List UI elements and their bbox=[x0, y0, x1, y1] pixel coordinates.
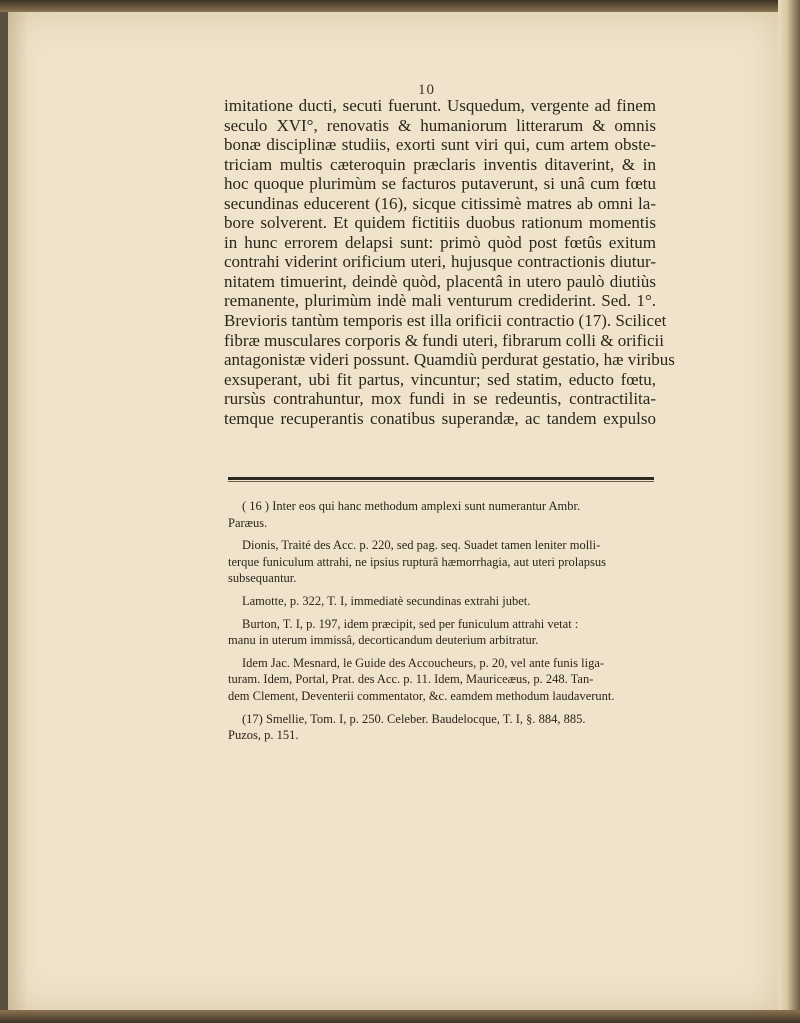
book-edge-top bbox=[0, 0, 800, 12]
footnote-line: Idem Jac. Mesnard, le Guide des Accoucheurs, p. 20, vel ante funis liga- bbox=[242, 655, 605, 670]
text-line: Brevioris tantùm temporis est illa orificii contractio (17). Scilicet bbox=[224, 311, 667, 331]
book-edge-bottom bbox=[0, 1010, 800, 1023]
text-line: bonæ disciplinæ studiis, exorti sunt viri qui, cum artem obste- bbox=[224, 135, 656, 155]
text-line: remanente, plurimùm indè mali venturum crediderint. Sed. 1°. bbox=[224, 291, 656, 311]
footnote-separator-rule bbox=[228, 477, 654, 480]
text-line: contrahi viderint orificium uteri, hujusque contractionis diutur- bbox=[224, 252, 656, 272]
text-line: antagonistæ videri possunt. Quamdiù perdurat gestatio, hæ viribus bbox=[224, 350, 675, 370]
footnote-line: (17) Smellie, Tom. I, p. 250. Celeber. Baudelocque, T. I, §. 884, 885. bbox=[242, 711, 586, 726]
text-line: hoc quoque plurimùm se facturos putaverunt, si unâ cum fœtu bbox=[224, 174, 656, 194]
footnote bbox=[228, 498, 656, 531]
footnote bbox=[228, 711, 656, 744]
text-line: nitatem timuerint, deindè quòd, placentâ in utero paulò diutiùs bbox=[224, 271, 656, 291]
footnote-line: ( 16 ) Inter eos qui hanc methodum amplexi sunt numerantur Ambr. bbox=[242, 499, 581, 513]
text-line: seculo XVI°, renovatis & humaniorum litterarum & omnis bbox=[224, 115, 656, 135]
binding-shade bbox=[8, 12, 28, 1012]
book-edge-right bbox=[778, 0, 800, 1023]
footnote-line: Paræus. bbox=[228, 515, 268, 530]
text-line: temque recuperantis conatibus superandæ, ac tandem expulso bbox=[224, 408, 656, 428]
text-line: rursùs contrahuntur, mox fundi in se redeuntis, contractilita- bbox=[224, 389, 656, 409]
text-line: exsuperant, ubi fit partus, vincuntur; sed statim, educto fœtu, bbox=[224, 369, 656, 389]
footnote-line: manu in uterum immissâ, decorticandum deuterium arbitratur. bbox=[228, 633, 539, 648]
page-number: 10 bbox=[418, 82, 435, 98]
footnote-line: Puzos, p. 151. bbox=[228, 728, 299, 743]
footnote-line: dem Clement, Deventerii commentator, &c. eamdem methodum laudaverunt. bbox=[228, 688, 615, 703]
footnote-line: Lamotte, p. 322, T. I, immediatè secundinas extrahi jubet. bbox=[242, 593, 531, 608]
main-text-block bbox=[224, 96, 675, 428]
text-line: secundinas educerent (16), sicque citissimè matres ab omni la- bbox=[224, 193, 656, 213]
footnotes-block bbox=[228, 498, 656, 750]
footnote-line: terque funiculum attrahi, ne ipsius rupturâ hæmorrhagia, aut uteri prolapsus bbox=[228, 554, 607, 569]
footnote bbox=[228, 537, 656, 587]
text-line: imitatione ducti, secuti fuerunt. Usquedum, vergente ad finem bbox=[224, 96, 656, 115]
footnote bbox=[228, 593, 656, 610]
text-line: triciam multis cæteroquin præclaris inventis ditaverint, & in bbox=[224, 154, 656, 174]
footnote-line: subsequantur. bbox=[228, 571, 297, 586]
footnote-line: Burton, T. I, p. 197, idem præcipit, sed per funiculum attrahi vetat : bbox=[242, 616, 579, 631]
text-line: fibræ musculares corporis & fundi uteri, fibrarum colli & orificii bbox=[224, 330, 664, 350]
footnote bbox=[228, 655, 656, 705]
footnote-line: Dionis, Traité des Acc. p. 220, sed pag. seq. Suadet tamen leniter molli- bbox=[242, 538, 601, 553]
footnote-line: turam. Idem, Portal, Prat. des Acc. p. 11. Idem, Mauriceæus, p. 248. Tan- bbox=[228, 672, 594, 687]
text-line: in hunc errorem delapsi sunt: primò quòd post fœtûs exitum bbox=[224, 232, 656, 252]
footnote bbox=[228, 616, 656, 649]
text-line: bore solverent. Et quidem fictitiis duobus rationum momentis bbox=[224, 213, 656, 233]
